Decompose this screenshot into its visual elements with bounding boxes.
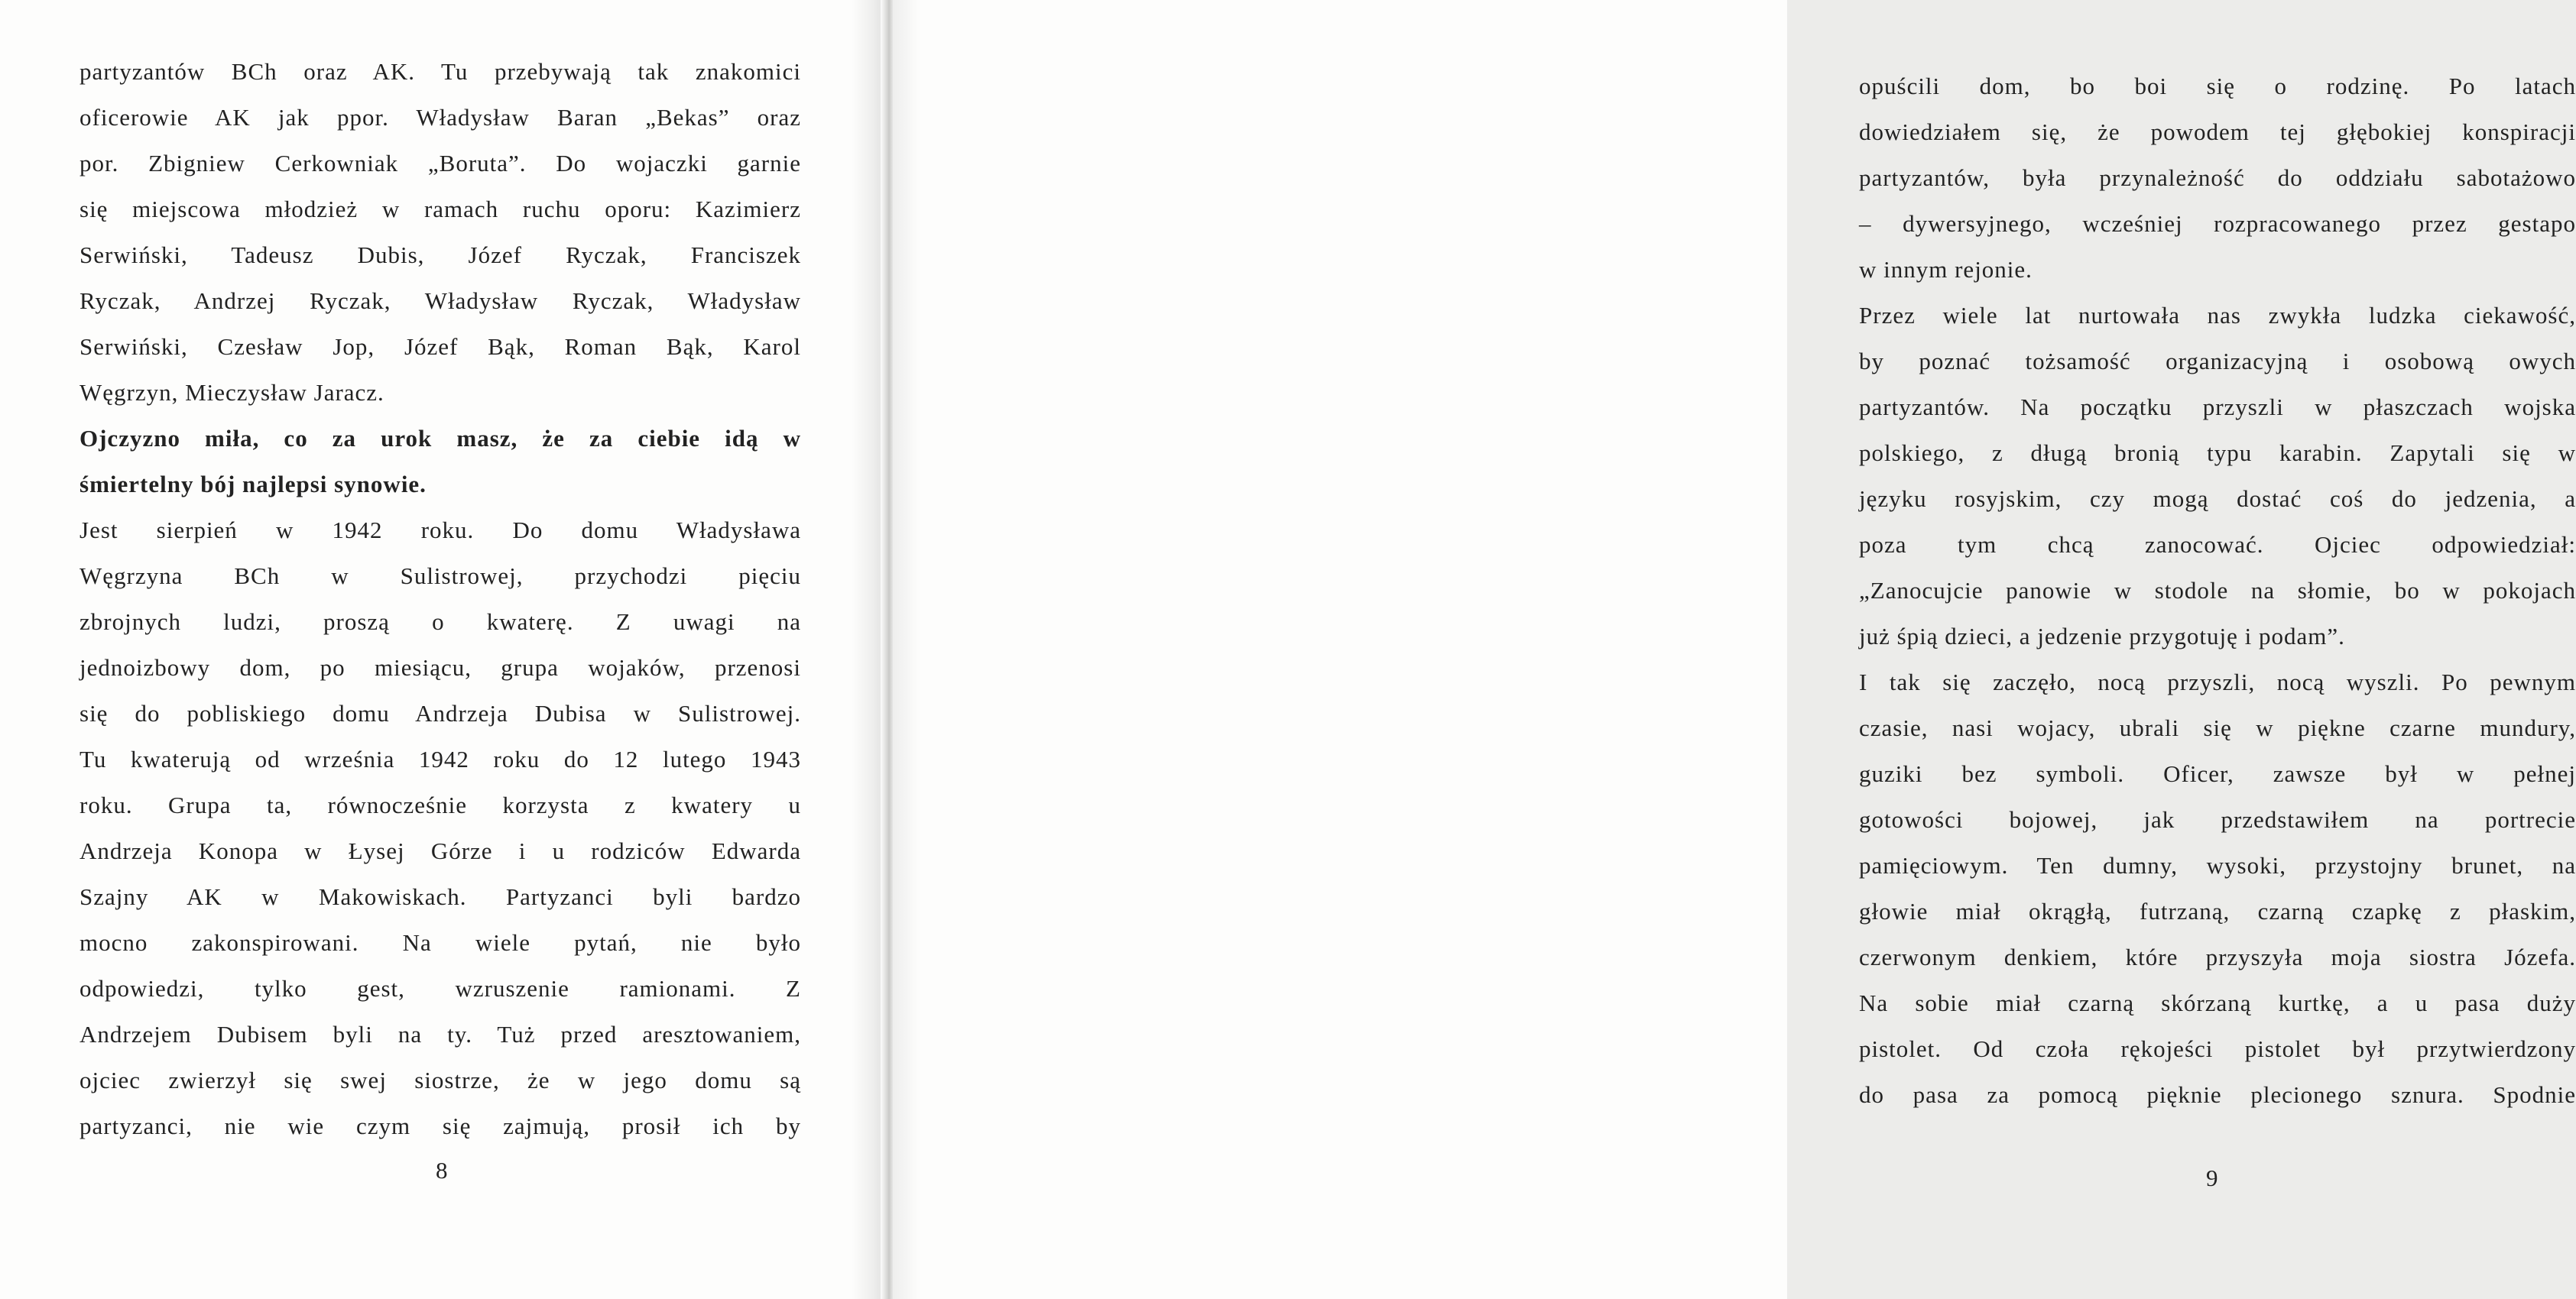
text-line: już śpią dzieci, a jedzenie przygotuję i podam”. (1859, 623, 2345, 650)
text-line: Na sobie miał czarną skórzaną kurtkę, a u pasa duży (1859, 990, 2576, 1016)
text-line: I tak się zaczęło, nocą przyszli, nocą wyszli. Po pewnym (1859, 669, 2576, 695)
right-page (893, 0, 2576, 1299)
text-line: zbrojnych ludzi, proszą o kwaterę. Z uwagi na (79, 608, 801, 635)
text-line: w innym rejonie. (1859, 256, 2033, 283)
text-line: jednoizbowy dom, po miesiącu, grupa wojaków, przenosi (79, 654, 801, 681)
left-page (0, 0, 887, 1299)
text-line: Szajny AK w Makowiskach. Partyzanci byli bardzo (79, 883, 801, 910)
page-number-left: 8 (436, 1157, 448, 1184)
text-line: partyzantów. Na początku przyszli w płaszczach wojska (1859, 394, 2576, 420)
text-line: dowiedziałem się, że powodem tej głębokiej konspiracji (1859, 118, 2576, 145)
text-line: Andrzejem Dubisem byli na ty. Tuż przed aresztowaniem, (79, 1021, 801, 1048)
text-line: czerwonym denkiem, które przyszyła moja siostra Józefa. (1859, 944, 2576, 970)
text-line: czasie, nasi wojacy, ubrali się w piękne czarne mundury, (1859, 714, 2576, 741)
text-line: mocno zakonspirowani. Na wiele pytań, nie było (79, 929, 801, 956)
text-line: odpowiedzi, tylko gest, wzruszenie ramionami. Z (79, 975, 801, 1002)
text-line: oficerowie AK jak ppor. Władysław Baran „Bekas” oraz (79, 104, 801, 131)
text-line: pistolet. Od czoła rękojeści pistolet był przytwierdzony (1859, 1035, 2576, 1062)
text-line: śmiertelny bój najlepsi synowie. (79, 471, 427, 497)
text-line: – dywersyjnego, wcześniej rozpracowanego przez gestapo (1859, 210, 2576, 237)
text-line: Jest sierpień w 1942 roku. Do domu Władysława (79, 517, 801, 543)
text-line: por. Zbigniew Cerkowniak „Boruta”. Do wojaczki garnie (79, 150, 801, 177)
text-line: Przez wiele lat nurtowała nas zwykła ludzka ciekawość, (1859, 302, 2576, 329)
text-line: Serwiński, Czesław Jop, Józef Bąk, Roman Bąk, Karol (79, 333, 801, 360)
text-line: ojciec zwierzył się swej siostrze, że w jego domu są (79, 1067, 801, 1093)
text-line: gotowości bojowej, jak przedstawiłem na portrecie (1859, 806, 2576, 833)
text-line: poza tym chcą zanocować. Ojciec odpowiedział: (1859, 531, 2576, 558)
text-line: Ojczyzno miła, co za urok masz, że za ciebie idą w (79, 425, 801, 452)
text-line: guziki bez symboli. Oficer, zawsze był w pełnej (1859, 760, 2576, 787)
text-line: głowie miał okrągłą, futrzaną, czarną czapkę z płaskim, (1859, 898, 2576, 925)
text-line: Węgrzyn, Mieczysław Jaracz. (79, 379, 384, 406)
text-line: polskiego, z długą bronią typu karabin. Zapytali się w (1859, 439, 2576, 466)
text-line: Andrzeja Konopa w Łysej Górze i u rodziców Edwarda (79, 837, 801, 864)
text-line: się do pobliskiego domu Andrzeja Dubisa w Sulistrowej. (79, 700, 801, 727)
text-line: opuścili dom, bo boi się o rodzinę. Po latach (1859, 73, 2576, 99)
right-page-spine-shadow (893, 0, 920, 1299)
text-line: roku. Grupa ta, równocześnie korzysta z kwatery u (79, 792, 801, 818)
text-line: pamięciowym. Ten dumny, wysoki, przystojny brunet, na (1859, 852, 2576, 879)
text-line: Ryczak, Andrzej Ryczak, Władysław Ryczak, Władysław (79, 287, 801, 314)
page-number-right: 9 (2206, 1165, 2218, 1191)
text-line: by poznać tożsamość organizacyjną i osobową owych (1859, 348, 2576, 374)
text-line: Tu kwaterują od września 1942 roku do 12 lutego 1943 (79, 746, 801, 773)
text-line: Węgrzyna BCh w Sulistrowej, przychodzi pięciu (79, 562, 801, 589)
right-page-text (1859, 63, 2576, 1118)
text-line: partyzantów BCh oraz AK. Tu przebywają tak znakomici (79, 58, 801, 85)
text-line: się miejscowa młodzież w ramach ruchu oporu: Kazimierz (79, 196, 801, 222)
text-line: języku rosyjskim, czy mogą dostać coś do jedzenia, a (1859, 485, 2576, 512)
text-line: partyzanci, nie wie czym się zajmują, prosił ich by (79, 1113, 801, 1139)
text-line: do pasa za pomocą pięknie plecionego sznura. Spodnie (1859, 1081, 2576, 1108)
text-line: „Zanocujcie panowie w stodole na słomie, bo w pokojach (1859, 577, 2576, 604)
text-line: Serwiński, Tadeusz Dubis, Józef Ryczak, Franciszek (79, 241, 801, 268)
left-page-text (79, 49, 801, 1149)
text-line: partyzantów, była przynależność do oddziału sabotażowo (1859, 164, 2576, 191)
